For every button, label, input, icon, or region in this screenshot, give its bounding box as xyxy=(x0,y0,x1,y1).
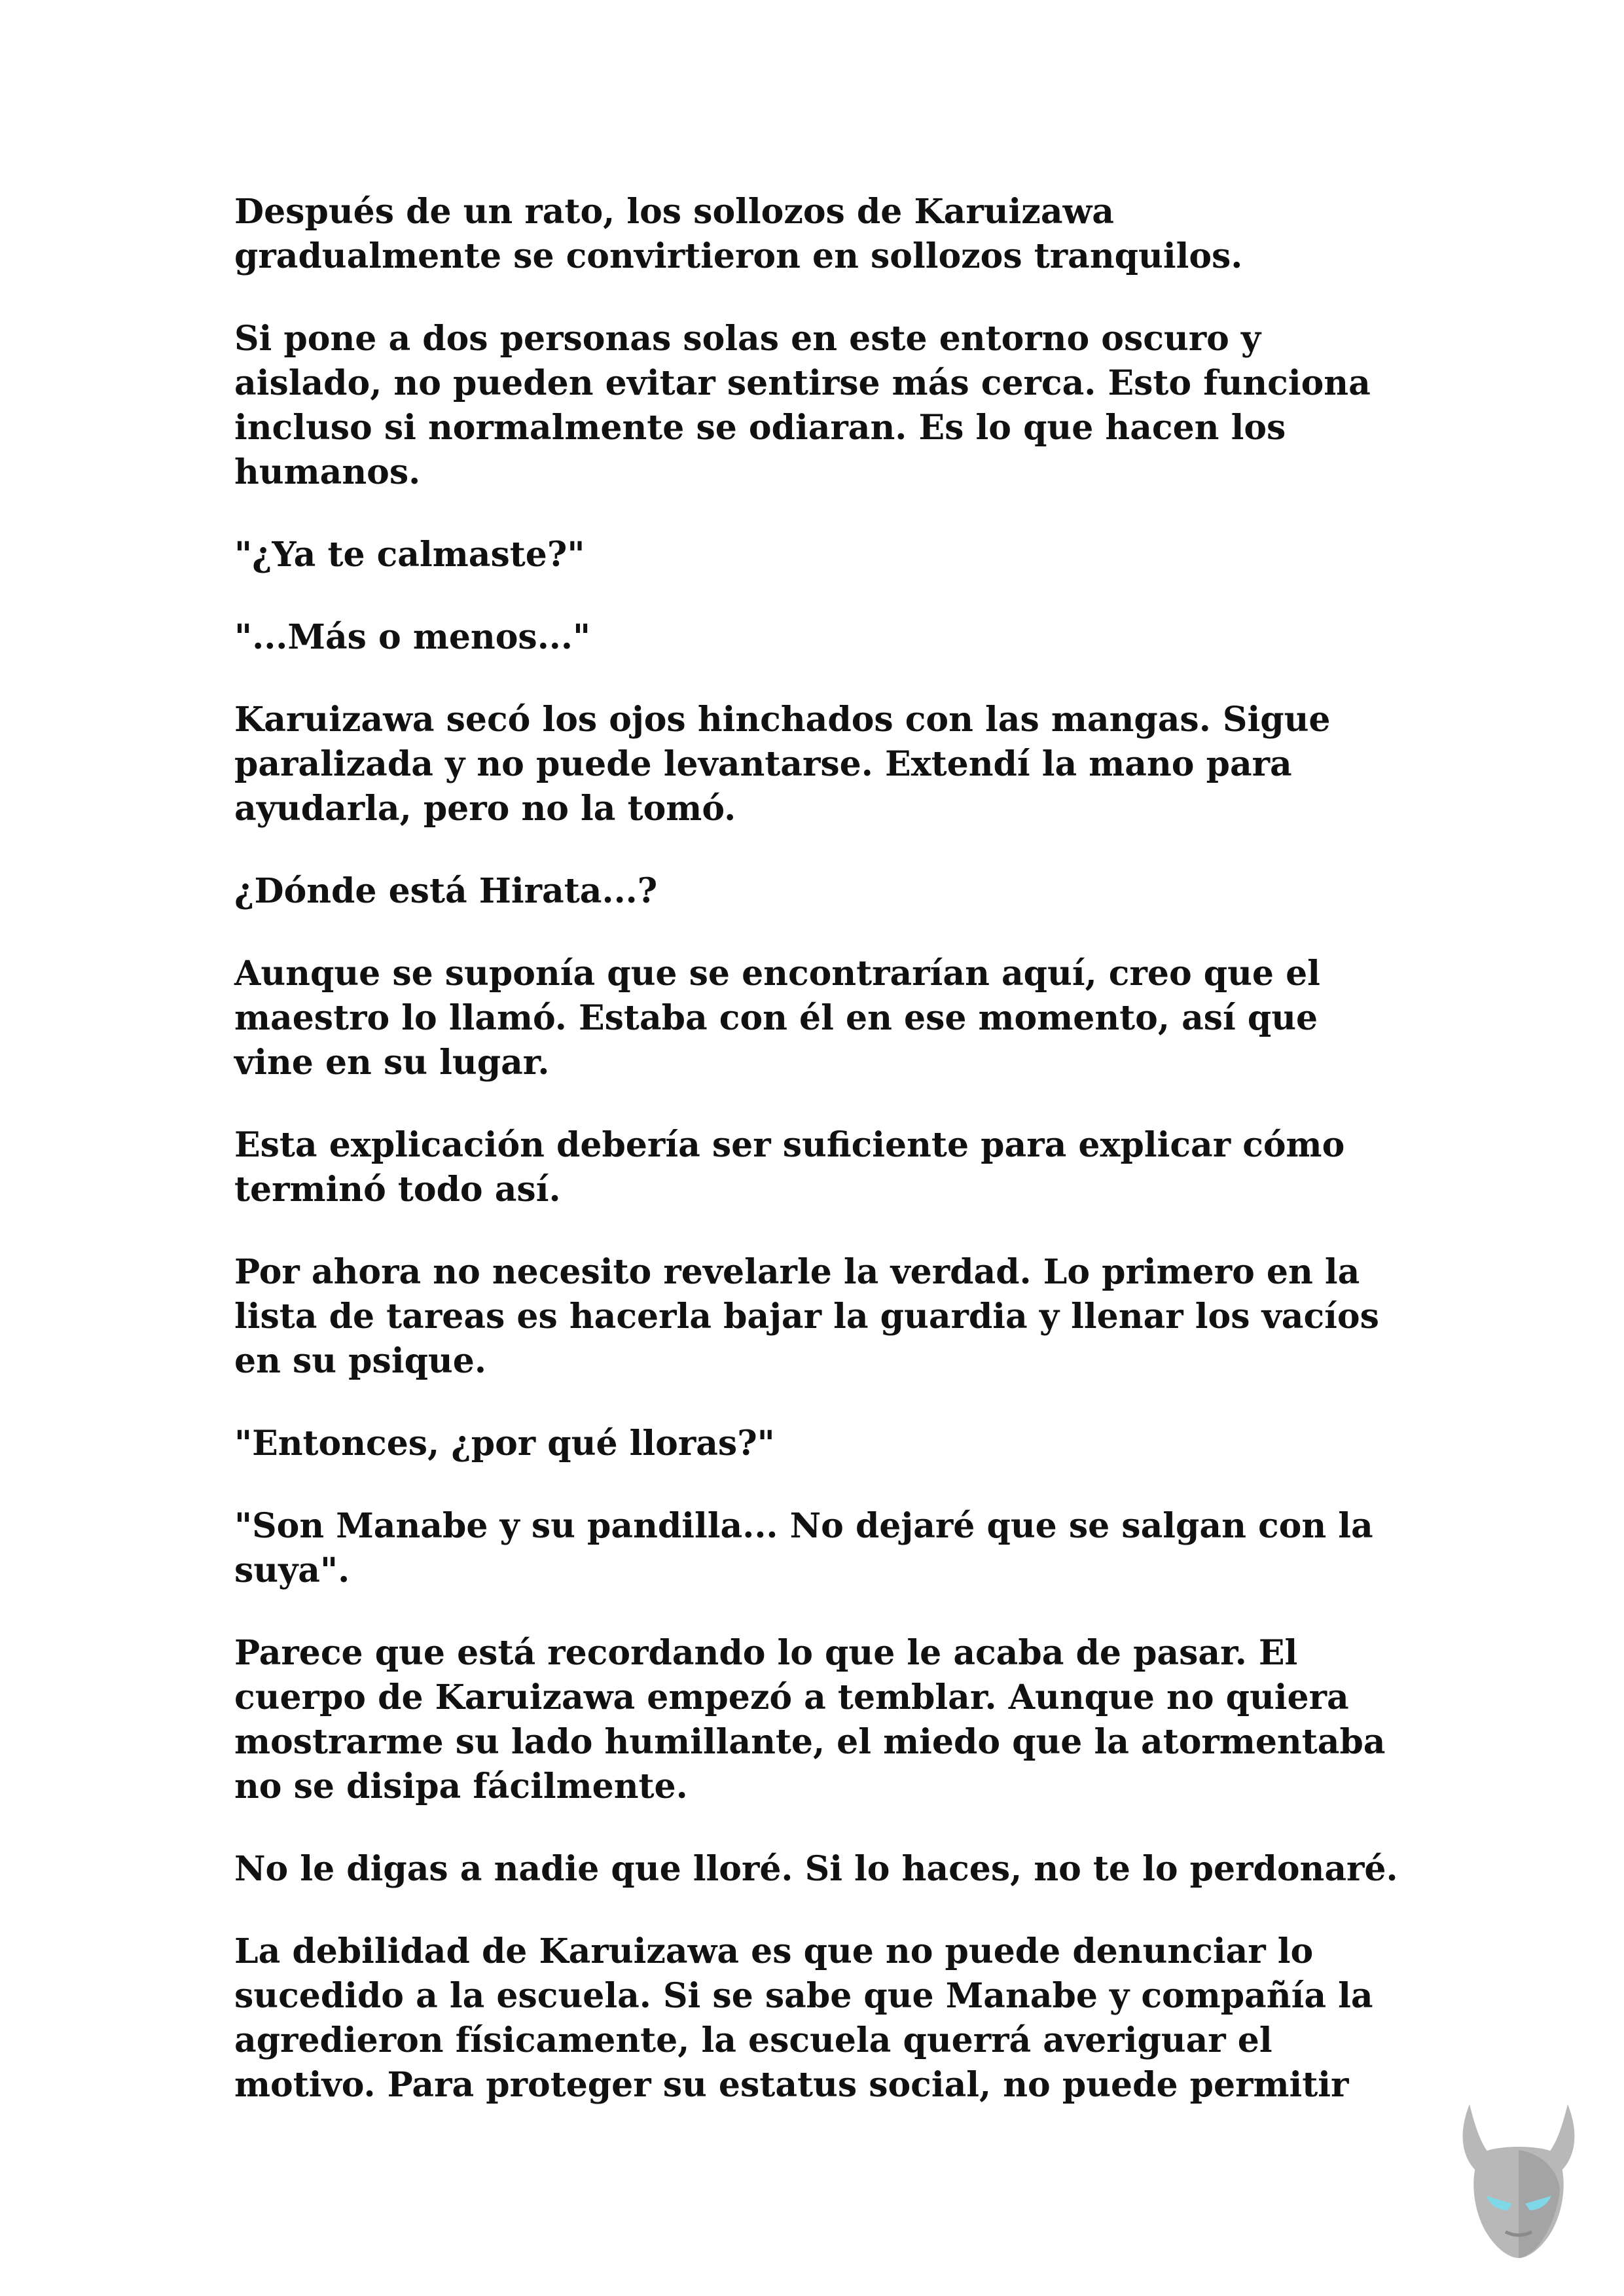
paragraph-8: Esta explicación debería ser suficiente para explicar cómo terminó todo así. xyxy=(234,1125,1345,1210)
paragraph-1: Después de un rato, los sollozos de Karuizawa gradualmente se convirtieron en sollozos tranquilos. xyxy=(234,192,1243,276)
paragraph-10: "Entonces, ¿por qué lloras?" xyxy=(234,1424,775,1463)
paragraph-2: Si pone a dos personas solas en este entorno oscuro y aislado, no pueden evitar sentirse más cerca. Esto funciona incluso si normalmente se odiaran. Es lo que hacen los humanos. xyxy=(234,319,1371,492)
paragraph-14: La debilidad de Karuizawa es que no puede denunciar lo sucedido a la escuela. Si se sabe que Manabe y compañía la agredieron físicamente, la escuela querrá averiguar el motivo. Para proteger su estatus social, no puede permitir xyxy=(234,1931,1373,2105)
paragraph-13: No le digas a nadie que lloré. Si lo haces, no te lo perdonaré. xyxy=(234,1849,1398,1889)
demon-head-icon xyxy=(1443,2098,1594,2261)
paragraph-11: "Son Manabe y su pandilla... No dejaré que se salgan con la suya". xyxy=(234,1506,1373,1590)
paragraph-12: Parece que está recordando lo que le acaba de pasar. El cuerpo de Karuizawa empezó a temblar. Aunque no quiera mostrarme su lado humillante, el miedo que la atormentaba no se disipa fácilmente. xyxy=(234,1633,1386,1806)
paragraph-5: Karuizawa secó los ojos hinchados con las mangas. Sigue paralizada y no puede levantarse. Extendí la mano para ayudarla, pero no la tomó. xyxy=(234,700,1331,829)
paragraph-9: Por ahora no necesito revelarle la verdad. Lo primero en la lista de tareas es hacerla bajar la guardia y llenar los vacíos en su psique. xyxy=(234,1252,1379,1381)
paragraph-4: "...Más o menos..." xyxy=(234,617,591,657)
paragraph-3: "¿Ya te calmaste?" xyxy=(234,535,585,575)
paragraph-6: ¿Dónde está Hirata...? xyxy=(234,871,658,911)
body-text xyxy=(234,190,1413,2145)
paragraph-7: Aunque se suponía que se encontrarían aquí, creo que el maestro lo llamó. Estaba con él en ese momento, así que vine en su lugar. xyxy=(234,954,1320,1083)
